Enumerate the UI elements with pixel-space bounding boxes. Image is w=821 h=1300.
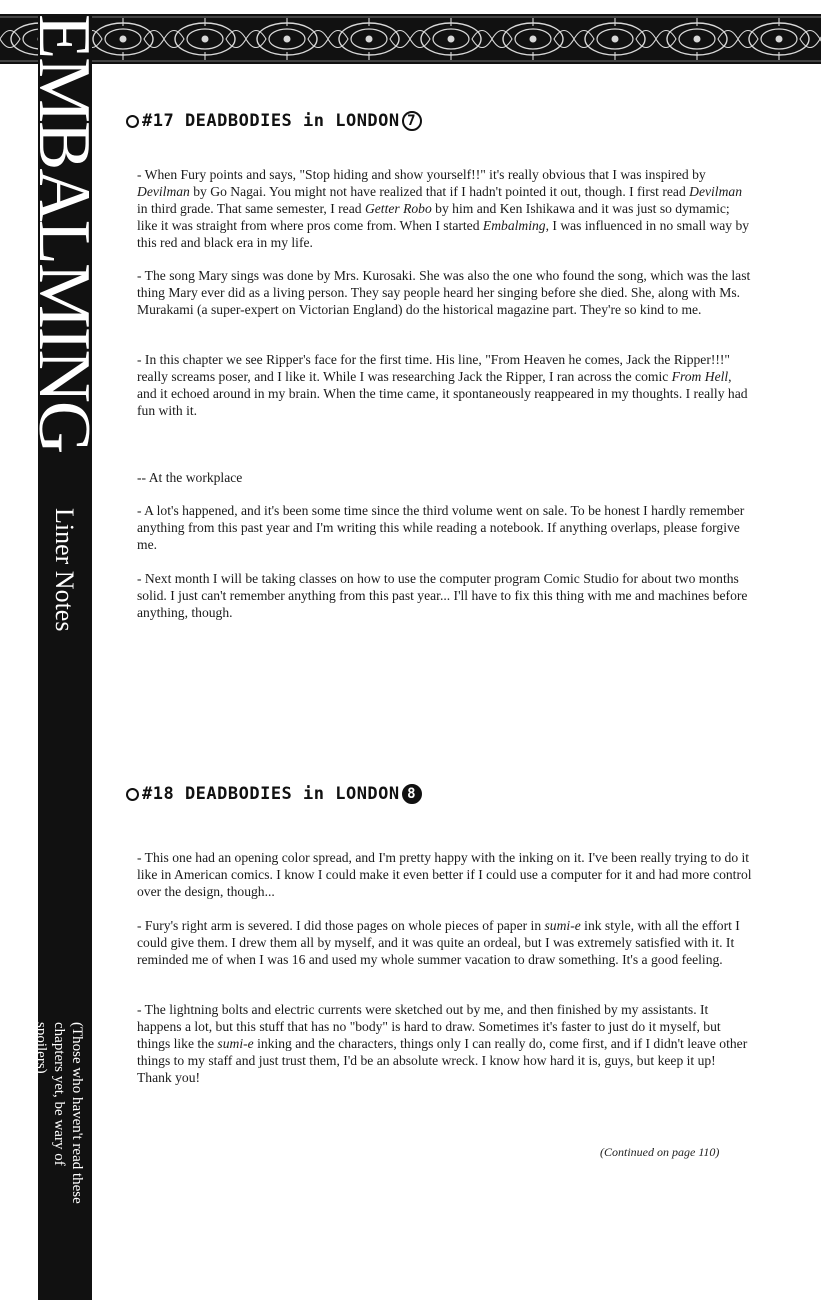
spine-title: EMBALMING xyxy=(23,14,105,453)
paragraph: - Next month I will be taking classes on how to use the computer program Comic Studio for about two months solid. I just can't remember anything from this past year... I'll have to fix this thing with me and machines before anything, though. xyxy=(137,571,748,620)
bullet-icon xyxy=(126,788,139,801)
paragraph: - When Fury points and says, "Stop hiding and show yourself!!" it's really obvious that I was inspired by Devilman by Go Nagai. You might not have realized that if I hadn't pointed it out, though. I first read Devilman in third grade. That same semester, I read Getter Robo by him and Ken Ishikawa and it was just so dymamic; like it was straight from where pros come from. When I started Embalming, I was influenced in no small way by this red and black era in my life. xyxy=(137,167,750,250)
paragraph: - The song Mary sings was done by Mrs. Kurosaki. She was also the one who found the song, which was the last thing Mary ever did as a living person. They say people heard her singing before she died. She, along with Ms. Murakami (a super-expert on Victorian England) do the historical magazine part. They're so kind to me. xyxy=(137,268,751,317)
section-heading-text: #17 DEADBODIES in LONDON xyxy=(142,111,400,131)
ornament-pattern xyxy=(0,14,821,64)
paragraph: - This one had an opening color spread, and I'm pretty happy with the inking on it. I've been really trying to do it like in American comics. I know I could make it even better if I could use a computer for it and had more control over the design, though... xyxy=(137,850,752,899)
section-heading-text: #18 DEADBODIES in LONDON xyxy=(142,784,400,804)
italic-title: sumi-e xyxy=(217,1036,254,1051)
italic-title: Devilman xyxy=(689,184,742,199)
paragraph: - Fury's right arm is severed. I did those pages on whole pieces of paper in sumi-e ink style, with all the effort I could give them. I drew them all by myself, and it was quite an ordeal, but I was extremely satisfied with it. It reminded me of when I was 16 and used my whole summer vacation to draw something. It's a good feeling. xyxy=(137,918,740,967)
ornamental-banner xyxy=(0,14,821,64)
paragraph: - The lightning bolts and electric currents were sketched out by me, and then finished by my assistants. It happens a lot, but this stuff that has no "body" is hard to draw. Sometimes it's faster to just do it myself, but things like the sumi-e inking and the characters, things only I can really do, come first, and if I didn't leave other things to my staff and just trust them, I'd be an absolute wreck. I know how hard it is, guys, but keep it up! Thank you! xyxy=(137,1002,748,1085)
paragraph: - In this chapter we see Ripper's face for the first time. His line, "From Heaven he comes, Jack the Ripper!!!" really screams poser, and I like it. While I was researching Jack the Ripper, I ran across the comic From Hell, and it echoed around in my brain. When the time came, it spontaneously reappeared in my thoughts. I really had fun with it. xyxy=(137,352,748,418)
italic-title: Devilman xyxy=(137,184,190,199)
continued-note: (Continued on page 110) xyxy=(600,1145,720,1159)
section-heading-18 xyxy=(126,784,422,804)
spine-subtitle: Liner Notes xyxy=(50,508,79,632)
spoiler-note: (Those who haven't read these chapters yet, be wary of spoilers) xyxy=(33,1022,85,1204)
paragraph: - A lot's happened, and it's been some time since the third volume went on sale. To be honest I hardly remember anything from this past year and I'm writing this while reading a notebook. If anything overlaps, please forgive me. xyxy=(137,503,745,552)
italic-title: sumi-e xyxy=(544,918,581,933)
italic-title: Getter Robo xyxy=(364,201,432,216)
chapter-number-badge: 7 xyxy=(402,111,422,131)
italic-title: From Hell xyxy=(671,369,729,384)
bullet-icon xyxy=(126,115,139,128)
chapter-number-badge: 8 xyxy=(402,784,422,804)
paragraph: -- At the workplace xyxy=(137,470,243,485)
section-heading-17 xyxy=(126,111,422,131)
italic-title: Embalming xyxy=(482,218,546,233)
